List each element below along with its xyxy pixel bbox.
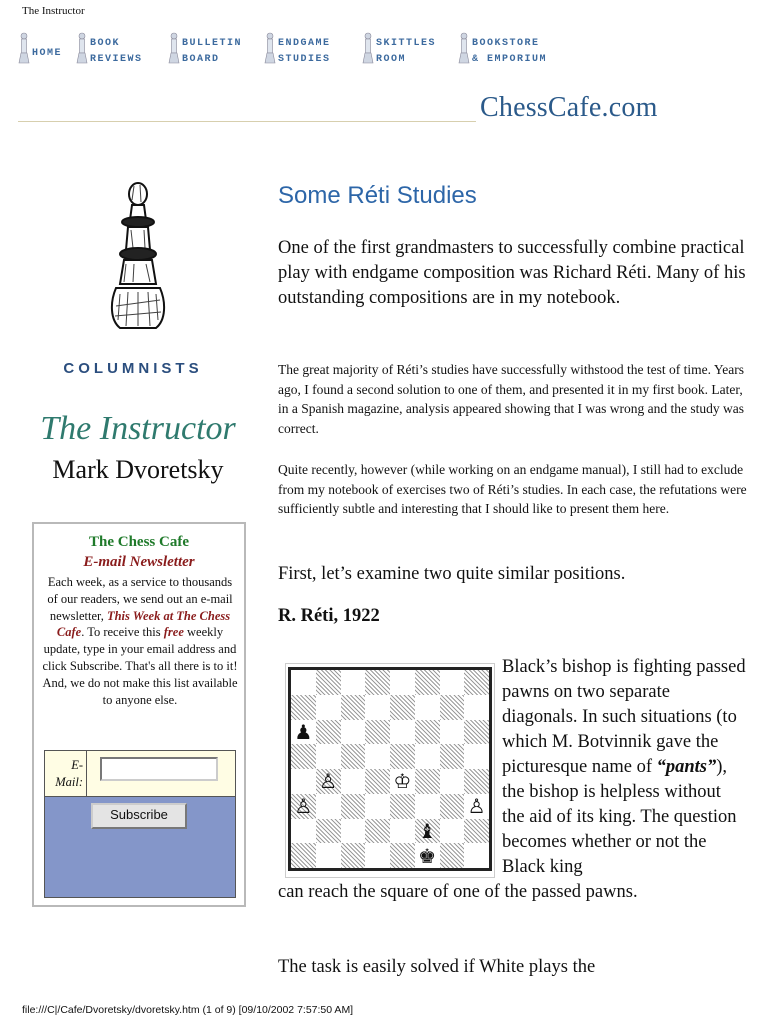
board-square [440,794,465,819]
white-pawn-icon: ♙ [319,769,338,794]
pawn-illustration-icon [106,180,170,332]
nav-label-endgame-studies: ENDGAME STUDIES [278,38,331,65]
board-square [390,695,415,720]
board-square [415,695,440,720]
nav-label-skittles-room: SKITTLES ROOM [376,38,437,65]
board-square [390,670,415,695]
nav-label-bookstore-emporium: BOOKSTORE & EMPORIUM [472,38,548,65]
board-square [341,843,366,868]
article-text: ), the bishop is helpless without the aid of its king. The question becomes whether or not the Black king [502,757,737,877]
board-square [365,670,390,695]
board-square [464,744,489,769]
board-square [390,843,415,868]
board-square [316,670,341,695]
position-label: R. Réti, 1922 [278,606,380,626]
board-square [341,794,366,819]
board-square [341,720,366,745]
board-square [291,695,316,720]
newsletter-text: . To receive this [81,625,164,640]
email-label: E-Mail: [55,758,83,789]
board-square [415,720,440,745]
nav-endgame-studies[interactable] [264,30,331,70]
board-square [291,769,316,794]
header-divider [18,121,476,122]
board-square [365,720,390,745]
article-text: Black’s bishop is fighting passed pawns on two separate diagonals. In such situations (to which M. Botvinnik gave the picturesque name of [502,657,746,777]
white-king-icon: ♔ [393,769,412,794]
board-square [464,843,489,868]
board-square [390,720,415,745]
board-square [341,769,366,794]
board-square [464,819,489,844]
columnists-link[interactable]: COLUMNISTS [63,360,203,377]
article-paragraph: First, let’s examine two quite similar positions. [278,564,626,584]
board-square [316,843,341,868]
nav-label-bulletin-board: BULLETIN BOARD [182,38,243,65]
board-square [341,819,366,844]
board-square [341,744,366,769]
board-square [365,769,390,794]
board-square [390,819,415,844]
board-square [316,695,341,720]
pants-term: “pants” [656,757,717,777]
article-paragraph: Quite recently, however (while working on an endgame manual), I still had to exclude from my notebook of exercises two of Réti’s studies. In each case, the refutations were sufficiently subtle and interesting that I should like to present them here. [278,462,747,516]
pawn-icon [458,30,470,66]
newsletter-name-highlight: This Week at The Chess Cafe [56,608,231,640]
email-input[interactable] [100,757,218,781]
article-paragraph-continued: can reach the square of one of the passed pawns. [278,882,638,902]
nav-label-book-reviews: BOOK REVIEWS [90,38,143,65]
subscribe-button[interactable]: Subscribe [91,803,187,829]
board-square [365,695,390,720]
nav-book-reviews[interactable] [76,30,143,70]
email-row [45,751,235,797]
pawn-icon [264,30,276,66]
newsletter-description [42,574,238,708]
board-square [440,720,465,745]
board-square [291,670,316,695]
newsletter-box [32,522,246,907]
board-square [440,769,465,794]
black-king-icon: ♚ [418,843,437,868]
board-square [415,769,440,794]
board-square [415,670,440,695]
board-square [316,794,341,819]
article-title: Some Réti Studies [278,182,477,209]
board-square [464,670,489,695]
board-square [464,769,489,794]
board-square [390,744,415,769]
board-square [291,744,316,769]
article-paragraph: The great majority of Réti’s studies have successfully withstood the test of time. Years ago, I found a second solution to one of them, and presented it in my first book. Later, in a Spanish magazine, analysis appeared showing that I was wrong and the study was correct. [278,362,745,436]
board-square [365,744,390,769]
subscribe-form [44,750,236,898]
nav-bookstore-emporium[interactable] [458,30,547,70]
pawn-icon [362,30,374,66]
article-paragraph: The task is easily solved if White plays the [278,957,596,977]
board-square [440,744,465,769]
board-square [341,670,366,695]
top-navigation [18,30,758,70]
black-pawn-icon: ♟ [294,719,313,744]
site-logo[interactable]: ChessCafe.com [480,92,658,123]
board-square [440,843,465,868]
newsletter-free-highlight: free [163,625,184,640]
nav-home[interactable] [18,30,62,70]
white-pawn-icon: ♙ [467,794,486,819]
nav-label-home: HOME [32,48,63,59]
chess-board [288,667,492,871]
article-paragraph-wrapped [502,655,748,880]
board-square [316,720,341,745]
article-lead: One of the first grandmasters to successfully combine practical play with endgame composition was Richard Réti. Many of his outstanding compositions are in my notebook. [278,238,746,308]
board-square [291,819,316,844]
board-square [440,695,465,720]
newsletter-text: weekly update, type in your email address and click Subscribe. That's all there is to it! And, we do not make this list available to anyone else. [42,625,238,707]
column-title: The Instructor [40,410,236,447]
white-pawn-icon: ♙ [294,794,313,819]
board-square [341,695,366,720]
pawn-icon [76,30,88,66]
newsletter-subtitle: E-mail Newsletter [83,554,195,570]
email-separator [86,751,87,796]
newsletter-title: The Chess Cafe [89,534,189,550]
board-square [390,794,415,819]
board-square [440,670,465,695]
board-square [365,794,390,819]
newsletter-text: Each week, as a service to thousands of our readers, we send out an e-mail newsletter, [47,575,233,623]
board-square [415,744,440,769]
black-bishop-icon: ♝ [418,818,437,843]
chess-diagram [285,663,495,878]
nav-skittles-room[interactable] [362,30,436,70]
board-square [365,819,390,844]
board-square [440,819,465,844]
nav-bulletin-board[interactable] [168,30,242,70]
board-square [415,794,440,819]
board-square [464,720,489,745]
page-header: The Instructor [22,5,85,17]
pawn-icon [168,30,180,66]
board-square [291,843,316,868]
footer-file-path: file:///C|/Cafe/Dvoretsky/dvoretsky.htm (1 of 9) [09/10/2002 7:57:50 AM] [22,1004,354,1016]
board-square [464,695,489,720]
column-author: Mark Dvoretsky [52,455,224,484]
board-square [316,744,341,769]
pawn-icon [18,30,30,66]
board-square [316,819,341,844]
board-square [365,843,390,868]
